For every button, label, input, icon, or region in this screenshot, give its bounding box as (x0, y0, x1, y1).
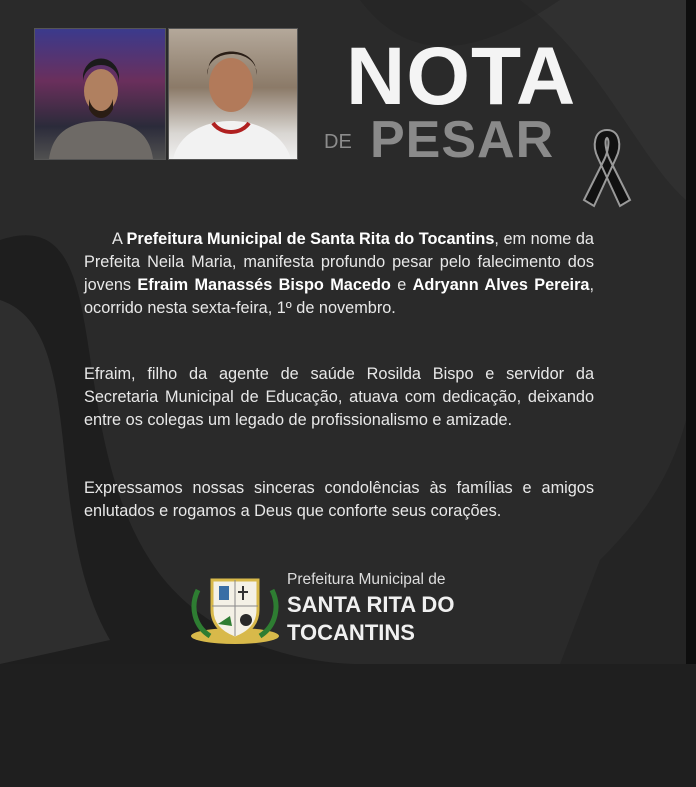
p1-text-2: , em nome da Prefeita Neila Maria, manifesta profundo pesar pelo falecimento dos jovens (84, 230, 594, 294)
person-photo-1 (34, 28, 166, 160)
paragraph-condolences: Expressamos nossas sinceras condolências às famílias e amigos enlutados e rogamos a Deus que conforte seus corações. (84, 479, 594, 520)
title-de: DE (324, 131, 352, 153)
paragraph-efraim: Efraim, filho da agente de saúde Rosilda Bispo e servidor da Secretaria Municipal de Educação, atuava com dedicação, deixando entre os colegas um legado de profissionalismo e amizade. (84, 365, 594, 429)
p1-text-1: A (112, 230, 127, 248)
right-edge-strip (686, 0, 696, 664)
footer-org-name-line2: TOCANTINS (287, 620, 415, 645)
person-silhouette-1 (35, 29, 165, 159)
mourning-ribbon-icon (580, 124, 634, 212)
title-nota: NOTA (346, 31, 577, 122)
p1-text-3: e (390, 276, 413, 294)
footer-org-label: Prefeitura Municipal de (287, 571, 446, 588)
p1-bold-prefeitura: Prefeitura Municipal de Santa Rita do Tocantins (126, 230, 495, 248)
p1-text-4: , ocorrido nesta sexta-feira, 1º de novembro. (84, 276, 594, 317)
title-pesar: PESAR (370, 111, 555, 169)
p1-bold-adryann: Adryann Alves Pereira (412, 276, 590, 294)
municipal-crest-logo (188, 570, 282, 646)
person-silhouette-2 (169, 29, 297, 159)
paragraph-announcement (84, 228, 594, 320)
bottom-dark-band (0, 664, 696, 787)
person-photo-2 (168, 28, 298, 160)
p1-bold-efraim: Efraim Manassés Bispo Macedo (137, 276, 391, 294)
footer-org-name-line1: SANTA RITA DO (287, 592, 455, 617)
